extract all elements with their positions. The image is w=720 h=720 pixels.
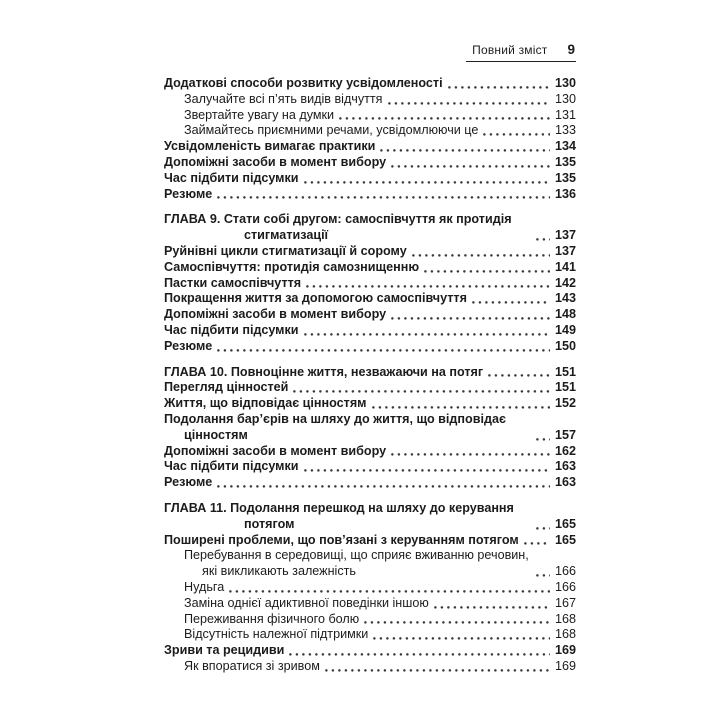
toc-entry-title: Руйнівні цикли стигматизації й сорому	[164, 243, 407, 258]
toc-entry-title: Звертайте увагу на думки	[184, 107, 335, 122]
toc-entry	[164, 307, 576, 323]
toc-entry	[164, 659, 576, 675]
toc-entry-title: Перебування в середовищі, що сприяє вживанню речовин, які викликають залежність	[184, 548, 529, 579]
toc-leader-dots	[217, 485, 550, 488]
toc-entry-title: Час підбити підсумки	[164, 459, 299, 474]
toc-leader-dots	[293, 390, 550, 393]
toc-entry	[164, 76, 576, 92]
toc-chapter-entry	[164, 501, 576, 533]
toc-entry-title: Додаткові способи розвитку усвідомленості	[164, 76, 443, 90]
toc-entry-title: Покращення життя за допомогою самоспівчуття	[164, 291, 467, 306]
toc-entry-title: ГЛАВА 9. Стати собі другом: самоспівчуття як протидія стигматизації	[164, 212, 512, 243]
running-header-title: Повний зміст	[472, 43, 548, 57]
toc-leader-dots	[391, 165, 550, 168]
toc-leader-dots	[372, 406, 550, 409]
toc-entry-title: Допоміжні засоби в момент вибору	[164, 307, 387, 322]
toc-leader-dots	[380, 149, 550, 152]
toc-entry-page-number: 166	[554, 579, 576, 594]
toc-chapter-entry	[164, 365, 576, 381]
toc-entry	[164, 244, 576, 260]
running-header-rule	[466, 42, 576, 62]
toc-entry-page-number: 162	[554, 443, 576, 458]
toc-entry-title: Займайтесь приємними речами, усвідомлюючи це	[184, 123, 479, 138]
toc-entry-title: Заміна однієї адиктивної поведінки іншою	[184, 595, 429, 610]
toc-leader-dots	[536, 574, 550, 577]
toc-entry	[164, 108, 576, 124]
toc-entry-page-number: 137	[554, 243, 576, 258]
toc-entry	[164, 612, 576, 628]
toc-entry	[164, 380, 576, 396]
toc-entry-page-number: 148	[554, 307, 576, 322]
toc-entry-page-number: 152	[554, 396, 576, 411]
toc-entry-page-number: 163	[554, 475, 576, 490]
toc-entry-title: Резюме	[164, 186, 213, 201]
toc-entry-title: Як впоратися зі зривом	[184, 658, 320, 673]
toc-entry-page-number: 151	[554, 364, 576, 379]
toc-leader-dots	[391, 453, 550, 456]
toc-entry-title: Резюме	[164, 475, 213, 490]
toc-leader-dots	[304, 333, 550, 336]
toc-entry-title: Відсутність належної підтримки	[184, 627, 369, 642]
running-header	[164, 42, 576, 62]
toc-entry-title: ГЛАВА 10. Повноцінне життя, незважаючи на потяг	[164, 364, 484, 379]
toc-leader-dots	[412, 254, 550, 257]
toc-leader-dots	[217, 349, 550, 352]
toc-entry	[164, 548, 576, 580]
toc-entry	[164, 291, 576, 307]
toc-entry-page-number: 168	[554, 611, 576, 626]
toc-entry-page-number: 135	[554, 154, 576, 169]
toc-leader-dots	[325, 669, 550, 672]
toc-leader-dots	[306, 285, 550, 288]
toc-leader-dots	[472, 301, 550, 304]
toc-entry-page-number: 136	[554, 186, 576, 201]
toc-entry-page-number: 137	[554, 228, 576, 243]
toc-entry	[164, 171, 576, 187]
toc-entry-page-number: 131	[554, 107, 576, 122]
toc-entry-title: Допоміжні засоби в момент вибору	[164, 154, 387, 169]
toc-leader-dots	[391, 317, 550, 320]
toc-leader-dots	[229, 590, 550, 593]
toc-entry-page-number: 130	[554, 91, 576, 106]
toc-leader-dots	[424, 270, 550, 273]
toc-entry-page-number: 149	[554, 322, 576, 337]
toc-entry	[164, 580, 576, 596]
book-page	[164, 0, 576, 675]
toc-entry	[164, 396, 576, 412]
toc-entry-page-number: 151	[554, 380, 576, 395]
toc-entry-page-number: 150	[554, 338, 576, 353]
toc-entry-page-number: 169	[554, 658, 576, 673]
toc-entry-page-number: 141	[554, 259, 576, 274]
toc-entry	[164, 139, 576, 155]
toc-entry-title: Самоспівчуття: протидія самознищенню	[164, 259, 420, 274]
toc-entry-title: Пастки самоспівчуття	[164, 275, 302, 290]
toc-entry	[164, 123, 576, 139]
toc-entry	[164, 533, 576, 549]
toc-entry	[164, 339, 576, 355]
toc-leader-dots	[339, 117, 550, 120]
toc-entry-title: Зриви та рецидиви	[164, 643, 285, 658]
toc-entry-page-number: 165	[554, 516, 576, 531]
toc-leader-dots	[373, 637, 550, 640]
toc-entry-title: Залучайте всі п’ять видів відчуття	[184, 91, 383, 106]
toc-leader-dots	[364, 621, 550, 624]
toc-entry	[164, 459, 576, 475]
toc-entry-title: Час підбити підсумки	[164, 322, 299, 337]
toc-entry-page-number: 168	[554, 627, 576, 642]
toc-entry	[164, 187, 576, 203]
toc-entry-page-number: 130	[554, 76, 576, 90]
toc-entry-page-number: 169	[554, 643, 576, 658]
toc-entry-page-number: 134	[554, 139, 576, 154]
toc-entry-title: Подолання бар’єрів на шляху до життя, що відповідає цінностям	[164, 411, 506, 442]
toc-entry	[164, 276, 576, 292]
toc-entry-page-number: 157	[554, 427, 576, 442]
toc-entry	[164, 155, 576, 171]
toc-leader-dots	[488, 374, 550, 377]
toc-entry-title: ГЛАВА 11. Подолання перешкод на шляху до керування потягом	[164, 500, 514, 531]
toc-entry-page-number: 163	[554, 459, 576, 474]
toc-leader-dots	[536, 438, 550, 441]
toc-entry-page-number: 165	[554, 532, 576, 547]
toc-entry	[164, 444, 576, 460]
toc-entry	[164, 596, 576, 612]
toc-entry-title: Час підбити підсумки	[164, 170, 299, 185]
toc-leader-dots	[289, 653, 550, 656]
toc-entry-title: Допоміжні засоби в момент вибору	[164, 443, 387, 458]
toc-entry	[164, 412, 576, 444]
toc-leader-dots	[448, 86, 550, 89]
toc-entry	[164, 475, 576, 491]
toc-entry	[164, 643, 576, 659]
toc-entry-title: Переживання фізичного болю	[184, 611, 360, 626]
toc-entry	[164, 627, 576, 643]
toc-leader-dots	[434, 606, 550, 609]
table-of-contents	[164, 76, 576, 675]
toc-entry	[164, 260, 576, 276]
toc-entry-page-number: 167	[554, 595, 576, 610]
toc-leader-dots	[217, 196, 550, 199]
toc-leader-dots	[304, 469, 550, 472]
toc-entry-title: Усвідомленість вимагає практики	[164, 139, 376, 154]
toc-entry-page-number: 133	[554, 123, 576, 138]
toc-entry	[164, 92, 576, 108]
toc-entry-page-number: 143	[554, 291, 576, 306]
toc-entry-page-number: 142	[554, 275, 576, 290]
toc-entry	[164, 323, 576, 339]
toc-leader-dots	[483, 133, 550, 136]
running-header-page-number: 9	[567, 42, 575, 57]
toc-entry-page-number: 166	[554, 564, 576, 579]
toc-entry-title: Резюме	[164, 338, 213, 353]
toc-chapter-entry	[164, 212, 576, 244]
toc-leader-dots	[524, 542, 550, 545]
toc-leader-dots	[536, 238, 550, 241]
toc-leader-dots	[388, 102, 550, 105]
toc-entry-title: Життя, що відповідає цінностям	[164, 396, 367, 411]
toc-entry-title: Нудьга	[184, 579, 225, 594]
toc-entry-title: Поширені проблеми, що пов’язані з керуванням потягом	[164, 532, 519, 547]
toc-leader-dots	[536, 527, 550, 530]
toc-entry-page-number: 135	[554, 170, 576, 185]
toc-leader-dots	[304, 181, 550, 184]
toc-entry-title: Перегляд цінностей	[164, 380, 289, 395]
